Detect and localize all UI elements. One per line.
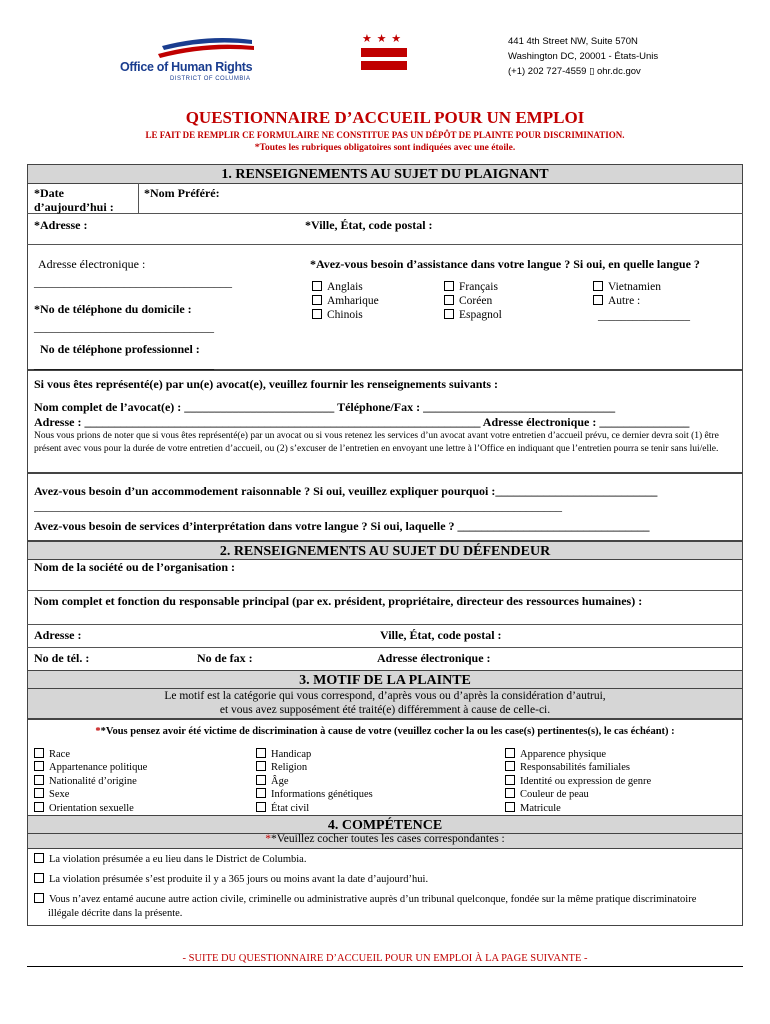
footer-rule <box>27 966 743 967</box>
respondent-address-field[interactable]: Adresse : <box>34 628 82 642</box>
checkbox-option[interactable]: Amharique <box>312 294 379 308</box>
accommodation-blank[interactable]: ________________________________________________________________________________________ <box>34 499 562 513</box>
section-4-instruction: **Veuillez cocher toutes les cases correspondantes : <box>265 833 505 845</box>
flag-bar-bottom <box>361 61 407 70</box>
description-line-2: et vous avez supposément été traité(e) différemment à cause de celle-ci. <box>219 704 551 716</box>
divider <box>27 647 743 648</box>
ohr-logo <box>118 36 258 86</box>
flag-stars: ★ ★ ★ <box>362 33 403 45</box>
section-1-heading: 1. RENSEIGNEMENTS AU SUJET DU PLAIGNANT <box>27 164 743 184</box>
checkbox-option[interactable]: Vous n’avez entamé aucune autre action civile, criminelle ou administrative auprès d’un tribunal quelconque, fondée sur la même pratique discriminatoire illégale décrite dans la présente. <box>34 893 708 921</box>
checkbox-option[interactable]: Orientation sexuelle <box>34 802 147 815</box>
checkbox-option[interactable]: Autre : <box>593 294 690 308</box>
home-phone-field[interactable]: *No de téléphone du domicile : <box>34 302 192 316</box>
address-field[interactable]: *Adresse : <box>34 218 88 232</box>
description-line-1: Le motif est la catégorie qui vous correspond, d’après vous ou d’après la considération d’autrui, <box>164 690 606 702</box>
email-blank[interactable]: _________________________________ <box>34 275 232 289</box>
city-state-zip-field[interactable]: *Ville, État, code postal : <box>305 218 433 232</box>
basis-options-col1 <box>34 748 147 815</box>
org-name: Office of Human Rights <box>120 60 253 74</box>
checkbox-option[interactable]: La violation présumée a eu lieu dans le District de Columbia. <box>34 853 734 867</box>
divider <box>27 624 743 625</box>
checkbox-option[interactable]: Matricule <box>505 802 651 815</box>
section-3-description <box>27 689 743 717</box>
checkbox-option[interactable]: Âge <box>256 775 373 788</box>
principal-officer-field[interactable]: Nom complet et fonction du responsable principal (par ex. président, propriétaire, directeur des ressources humaines) : <box>34 594 643 608</box>
checkbox-option[interactable]: Espagnol <box>444 308 502 322</box>
lawyer-intro: Si vous êtes représenté(e) par un(e) avocat(e), veuillez fournir les renseignements suivants : <box>34 377 499 391</box>
checkbox-option[interactable]: Nationalité d’origine <box>34 775 147 788</box>
checkbox-option[interactable]: Couleur de peau <box>505 788 651 801</box>
checkbox-option[interactable]: Sexe <box>34 788 147 801</box>
section-4-heading: 4. COMPÉTENCE <box>27 815 743 834</box>
continue-note: - SUITE DU QUESTIONNAIRE D’ACCUEIL POUR UN EMPLOI À LA PAGE SUIVANTE - <box>182 953 588 964</box>
basis-question-text: *Vous pensez avoir été victime de discrimination à cause de votre (veuillez cocher la ou les case(s) pertinentes(s), le cas échéant) : <box>100 726 675 737</box>
divider <box>27 590 743 591</box>
other-language-blank[interactable]: ________________ <box>598 310 690 322</box>
company-name-field[interactable]: Nom de la société ou de l’organisation : <box>34 560 235 574</box>
divider <box>27 244 743 245</box>
checkbox-option[interactable]: Français <box>444 280 502 294</box>
respondent-fax-field[interactable]: No de fax : <box>197 651 253 665</box>
org-subtitle: DISTRICT OF COLUMBIA <box>170 76 251 82</box>
checkbox-option[interactable]: Anglais <box>312 280 379 294</box>
email-field[interactable]: Adresse électronique : <box>38 257 146 271</box>
page-title: QUESTIONNAIRE D’ACCUEIL POUR UN EMPLOI <box>185 108 585 127</box>
logo-swoosh-icon <box>118 36 258 60</box>
interpretation-question[interactable]: Avez-vous besoin de services d’interprétation dans votre langue ? Si oui, laquelle ? ________________________________ <box>34 519 650 533</box>
home-phone-blank[interactable]: ______________________________ <box>34 320 214 334</box>
notice-required-fields: *Toutes les rubriques obligatoires sont indiquées avec une étoile. <box>254 143 516 153</box>
flag-bar-top <box>361 48 407 57</box>
checkbox-option[interactable]: Handicap <box>256 748 373 761</box>
checkbox-option[interactable]: Appartenance politique <box>34 761 147 774</box>
checkbox-option[interactable]: Race <box>34 748 147 761</box>
address-line-3: (+1) 202 727-4559 ▯ ohr.dc.gov <box>508 66 641 77</box>
basis-options-col3 <box>505 748 651 815</box>
checkbox-option[interactable]: Responsabilités familiales <box>505 761 651 774</box>
lawyer-note: Nous vous prions de noter que si vous êtes représenté(e) par un avocat ou si vous retenez les services d’un avocat avant votre entretien d’accueil prévu, ce dernier devra soit (1) être présent avec vous pour la durée de votre entretien d’accueil, ou (2) s’excuser de l’entretien en envoyant une lettre à l’Office en indiquant que l’entretien pourra se tenir sans lui/elle. <box>34 431 719 454</box>
address-line-1: 441 4th Street NW, Suite 570N <box>508 36 638 47</box>
language-options-col2 <box>444 280 502 322</box>
language-options-col3 <box>593 280 690 323</box>
office-address <box>508 34 658 79</box>
checkbox-option[interactable]: Informations génétiques <box>256 788 373 801</box>
section-3-heading: 3. MOTIF DE LA PLAINTE <box>27 670 743 689</box>
notice-not-complaint: LE FAIT DE REMPLIR CE FORMULAIRE NE CONSTITUE PAS UN DÉPÔT DE PLAINTE POUR DISCRIMINATION. <box>145 130 625 140</box>
basis-question: **Vous pensez avoir été victime de discrimination à cause de votre (veuillez cocher la ou les case(s) pertinentes(s), le cas échéant) : <box>95 726 675 737</box>
address-line-2: Washington DC, 20001 - États-Unis <box>508 51 659 62</box>
checkbox-option[interactable]: Vietnamien <box>593 280 690 294</box>
respondent-phone-field[interactable]: No de tél. : <box>34 651 90 665</box>
language-options-col1 <box>312 280 379 322</box>
divider <box>138 183 139 213</box>
checkbox-option[interactable]: La violation présumée s’est produite il y a 365 jours ou moins avant la date d’aujourd’hui. <box>34 873 734 887</box>
respondent-city-field[interactable]: Ville, État, code postal : <box>380 628 502 642</box>
respondent-email-field[interactable]: Adresse électronique : <box>377 651 491 665</box>
instruction-text: *Veuillez cocher toutes les cases correspondantes : <box>271 833 505 845</box>
lawyer-address-email-line[interactable]: Adresse : __________________________________________________________________ Adresse électronique : _______________ <box>34 415 690 429</box>
lawyer-name-phone-line[interactable]: Nom complet de l’avocat(e) : _________________________ Téléphone/Fax : ________________________________ <box>34 400 616 414</box>
preferred-name-field[interactable]: *Nom Préféré: <box>144 186 220 200</box>
checkbox-option[interactable]: État civil <box>256 802 373 815</box>
work-phone-blank[interactable]: ______________________________ <box>34 357 214 371</box>
divider <box>27 213 743 214</box>
checkbox-option[interactable]: Identité ou expression de genre <box>505 775 651 788</box>
dc-flag <box>360 34 408 74</box>
basis-options-col2 <box>256 748 373 815</box>
checkbox-option[interactable]: Chinois <box>312 308 379 322</box>
jurisdiction-options <box>34 853 734 921</box>
checkbox-option[interactable]: Apparence physique <box>505 748 651 761</box>
language-question: *Avez-vous besoin d’assistance dans votre langue ? Si oui, en quelle langue ? <box>310 257 700 271</box>
checkbox-option[interactable]: Coréen <box>444 294 502 308</box>
checkbox-option[interactable]: Religion <box>256 761 373 774</box>
work-phone-field[interactable]: No de téléphone professionnel : <box>40 342 200 356</box>
date-field[interactable]: *Date d’aujourd’hui : <box>34 186 114 214</box>
accommodation-question[interactable]: Avez-vous besoin d’un accommodement raisonnable ? Si oui, veuillez expliquer pourquoi :___________________________ <box>34 484 658 498</box>
section-2-heading: 2. RENSEIGNEMENTS AU SUJET DU DÉFENDEUR <box>27 541 743 560</box>
